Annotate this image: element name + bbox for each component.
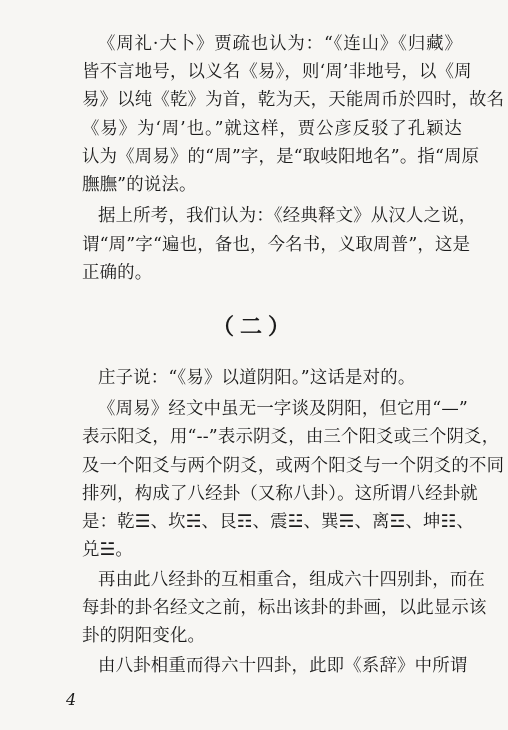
text-line: 膴膴”的说法。 [82, 175, 197, 195]
text-line: 皆不言地号，以义名《易》，则‘周’非地号，以《周 [82, 62, 472, 82]
text-line: 表示阳爻，用“--”表示阴爻，由三个阳爻或三个阴爻， [82, 427, 500, 447]
text-line: 是：乾☰、坎☵、艮☶、震☳、巽☴、离☲、坤☷、 [82, 512, 474, 532]
section-heading: （二） [211, 314, 296, 340]
text-line: 认为《周易》的“周”字，是“取岐阳地名”。指“周原 [82, 147, 480, 167]
text-line: 兑☱。 [82, 540, 133, 560]
text-line: 排列，构成了八经卦（又称八卦）。这所谓八经卦就 [82, 484, 478, 504]
text-line: 再由此八经卦的互相重合，组成六十四别卦，而在 [98, 570, 485, 590]
text-line: 卦的阴阳变化。 [82, 626, 206, 646]
text-line: 及一个阳爻与两个阴爻，或两个阳爻与一个阴爻的不同 [82, 456, 505, 476]
text-line: 据上所考，我们认为：《经典释文》从汉人之说， [98, 206, 477, 226]
text-line: 易》以纯《乾》为首，乾为天，天能周币於四时，故名 [82, 90, 505, 110]
text-line: 《周礼·大卜》贾疏也认为：“《连山》《归藏》 [98, 34, 462, 54]
text-line: 庄子说：“《易》以道阴阳。”这话是对的。 [98, 368, 416, 388]
text-line: 谓“周”字“遍也，备也，今名书，义取周普”，这是 [82, 235, 471, 255]
page-number: 4 [66, 690, 77, 709]
text-line: 每卦的卦名经文之前，标出该卦的卦画，以此显示该 [82, 598, 487, 618]
text-line: 由八卦相重而得六十四卦，此即《系辞》中所谓 [98, 656, 468, 676]
text-line: 《易》为‘周’也。”就这样，贾公彦反驳了孔颖达 [82, 119, 462, 139]
text-line: 《周易》经文中虽无一字谈及阴阳，但它用“—” [98, 399, 468, 419]
text-line: 正确的。 [82, 263, 153, 283]
